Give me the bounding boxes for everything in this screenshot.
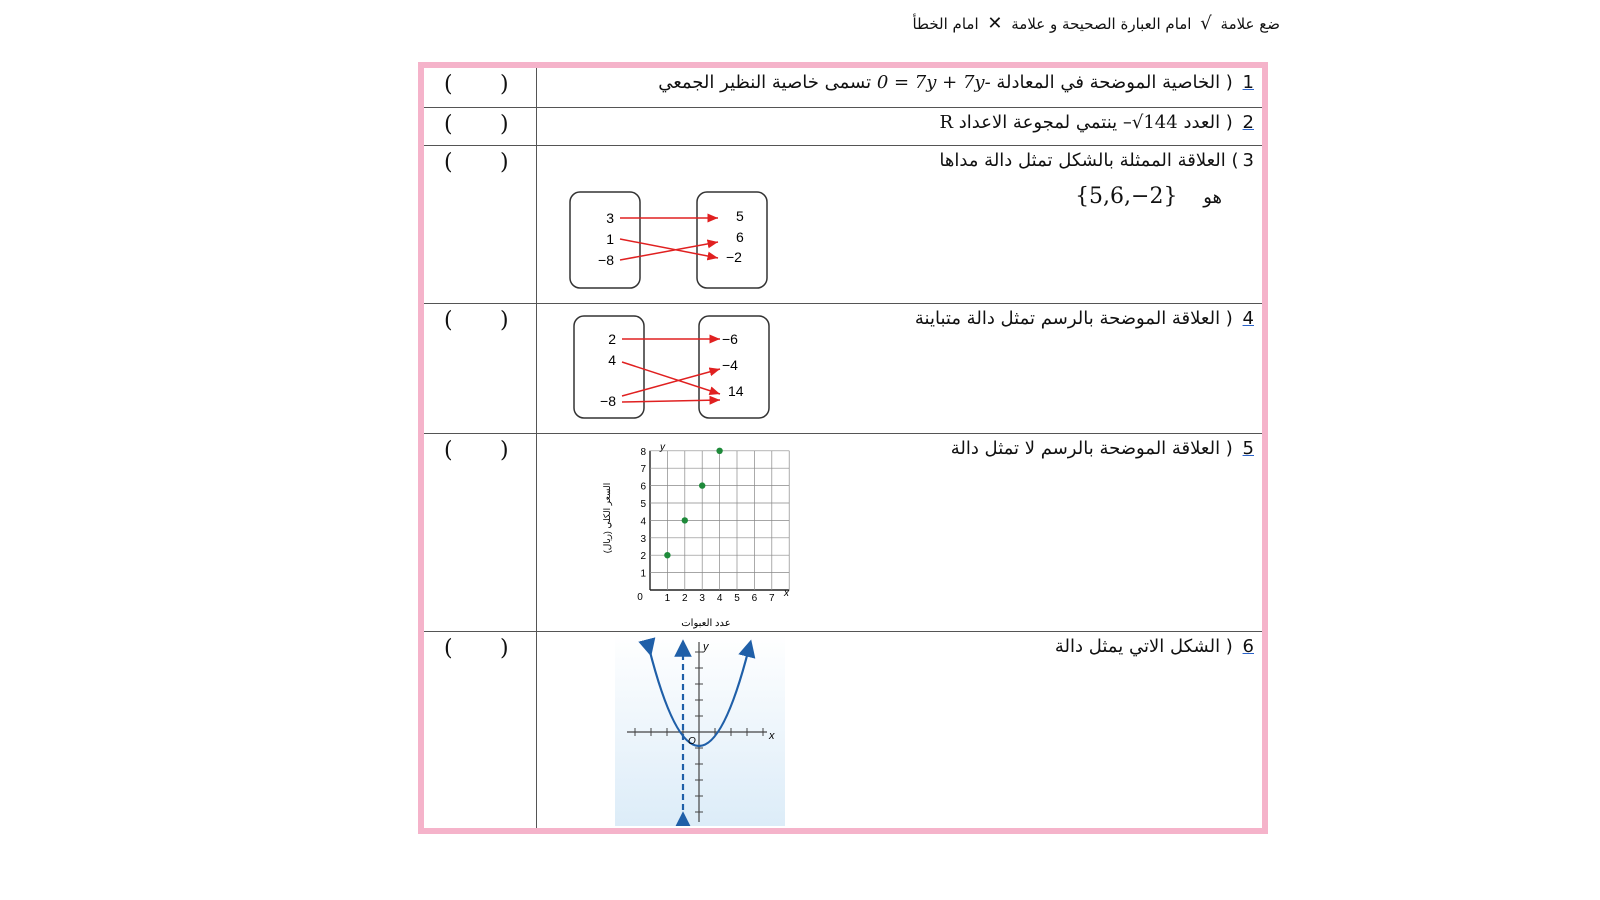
range-value: −4 xyxy=(722,357,738,373)
question-number: 2 xyxy=(1242,112,1254,133)
question-6-statement: 6 ( الشكل الاتي يمثل دالة xyxy=(1054,636,1254,657)
question-number: 5 xyxy=(1242,438,1254,459)
x-axis-letter: x xyxy=(769,730,775,742)
question-3-statement: 3) العلاقة الممثلة بالشكل تمثل دالة مداها xyxy=(939,150,1254,171)
y-tick-label: 3 xyxy=(640,533,646,545)
answer-paren-close[interactable]: ) xyxy=(500,438,509,463)
x-tick-label: 5 xyxy=(734,593,740,604)
question-1-text-b: تسمى خاصية النظير الجمعي xyxy=(658,72,872,93)
question-3-set: {5,6,−2} xyxy=(1075,184,1178,209)
y-tick-label: 8 xyxy=(640,446,646,458)
origin-label: O xyxy=(688,736,696,747)
mapping-diagram-q4 xyxy=(568,312,774,424)
question-row-5 xyxy=(424,434,1262,632)
x-tick-label: 3 xyxy=(699,593,705,604)
y-axis-letter: y xyxy=(703,641,709,653)
y-tick-label: 4 xyxy=(640,516,646,528)
data-point xyxy=(699,482,705,488)
question-number: 1 xyxy=(1242,72,1254,93)
y-tick-label: 7 xyxy=(640,464,646,476)
domain-value: −8 xyxy=(600,393,616,409)
range-oval xyxy=(697,192,767,288)
question-3-text: العلاقة الممثلة بالشكل تمثل دالة مداها xyxy=(939,150,1226,171)
question-number: 6 xyxy=(1242,636,1254,657)
x-tick-label: 2 xyxy=(682,593,688,604)
cross-mark-icon: ✕ xyxy=(987,13,1003,34)
graph-background xyxy=(615,634,785,826)
y-axis-letter: y xyxy=(660,442,665,453)
answer-paren-close[interactable]: ) xyxy=(500,308,509,333)
data-point xyxy=(716,448,722,454)
domain-value: 2 xyxy=(608,331,616,347)
x-tick-label: 6 xyxy=(751,593,758,604)
question-2-root: √144 xyxy=(1131,112,1178,133)
instruction-part3: امام الخطأ xyxy=(912,15,979,33)
question-row-3 xyxy=(424,146,1262,304)
question-5-statement: 5 ( العلاقة الموضحة بالرسم لا تمثل دالة xyxy=(950,438,1254,459)
domain-value: 1 xyxy=(606,231,614,247)
mapping-diagram-q3 xyxy=(564,190,774,294)
answer-paren-close[interactable]: ) xyxy=(500,636,509,661)
domain-value: −8 xyxy=(598,252,614,268)
question-2-statement: 2 ( العدد √144– ينتمي لمجوعة الاعداد R xyxy=(939,112,1254,133)
answer-paren-open[interactable]: ( xyxy=(444,636,453,661)
domain-value: 3 xyxy=(606,210,614,226)
range-value: 6 xyxy=(736,229,744,245)
questions-table xyxy=(418,62,1268,834)
question-1-text-a: الخاصية الموضحة في المعادلة xyxy=(996,72,1221,93)
domain-oval xyxy=(570,192,640,288)
y-tick-label: 1 xyxy=(640,568,646,580)
question-3-text2: هو xyxy=(1203,187,1222,208)
question-6-text: الشكل الاتي يمثل دالة xyxy=(1054,636,1221,657)
question-number: 3 xyxy=(1242,150,1254,171)
graph-grid xyxy=(650,451,789,590)
question-2-set: R xyxy=(939,112,953,133)
data-point xyxy=(664,552,670,558)
answer-paren-open[interactable]: ( xyxy=(444,308,453,333)
question-4-text: العلاقة الموضحة بالرسم تمثل دالة متباينة xyxy=(914,308,1221,329)
question-5-text: العلاقة الموضحة بالرسم لا تمثل دالة xyxy=(950,438,1221,459)
scatter-graph-q5 xyxy=(602,436,802,630)
question-1-equation: 0 = 7y + 7y- xyxy=(876,72,991,93)
x-axis-letter: x xyxy=(784,588,789,599)
question-row-2 xyxy=(424,108,1262,146)
parabola-graph-q6 xyxy=(615,634,785,826)
answer-paren-open[interactable]: ( xyxy=(444,150,453,175)
answer-paren-open[interactable]: ( xyxy=(444,438,453,463)
range-value: −2 xyxy=(726,249,742,265)
origin-label: 0 xyxy=(637,592,643,603)
answer-paren-open[interactable]: ( xyxy=(444,72,453,97)
y-axis-title: السعر الكلي (ريال) xyxy=(602,482,612,554)
range-value: 14 xyxy=(728,383,744,399)
question-4-statement: 4 ( العلاقة الموضحة بالرسم تمثل دالة متباينة xyxy=(914,308,1254,329)
answer-paren-close[interactable]: ) xyxy=(500,112,509,137)
data-point xyxy=(682,517,688,523)
y-tick-label: 5 xyxy=(640,499,646,510)
y-tick-label: 6 xyxy=(640,481,646,493)
question-1-statement: 1 ( الخاصية الموضحة في المعادلة 0 = 7y + 7y- تسمى خاصية النظير الجمعي xyxy=(658,72,1254,93)
question-2-text-a: العدد xyxy=(1183,112,1221,133)
question-row-1 xyxy=(424,68,1262,108)
x-tick-label: 7 xyxy=(769,593,775,604)
check-mark-icon: √ xyxy=(1200,13,1212,34)
instruction-part2: امام العبارة الصحيحة و علامة xyxy=(1011,15,1192,33)
answer-paren-close[interactable]: ) xyxy=(500,72,509,97)
y-tick-label: 2 xyxy=(640,551,646,563)
x-tick-label: 4 xyxy=(716,593,723,604)
x-tick-label: 1 xyxy=(664,593,671,604)
x-axis-title: عدد العبوات xyxy=(681,618,731,629)
instruction-part1: ضع علامة xyxy=(1220,15,1280,33)
question-number: 4 xyxy=(1242,308,1254,329)
answer-paren-close[interactable]: ) xyxy=(500,150,509,175)
question-3-line2 xyxy=(1075,184,1222,209)
question-row-6 xyxy=(424,632,1262,828)
question-row-4 xyxy=(424,304,1262,434)
question-2-text-b: ينتمي لمجوعة الاعداد xyxy=(958,112,1118,133)
range-value: 5 xyxy=(736,208,744,224)
answer-paren-open[interactable]: ( xyxy=(444,112,453,137)
instruction-line xyxy=(912,13,1280,34)
range-value: −6 xyxy=(722,331,738,347)
domain-value: 4 xyxy=(608,352,616,368)
